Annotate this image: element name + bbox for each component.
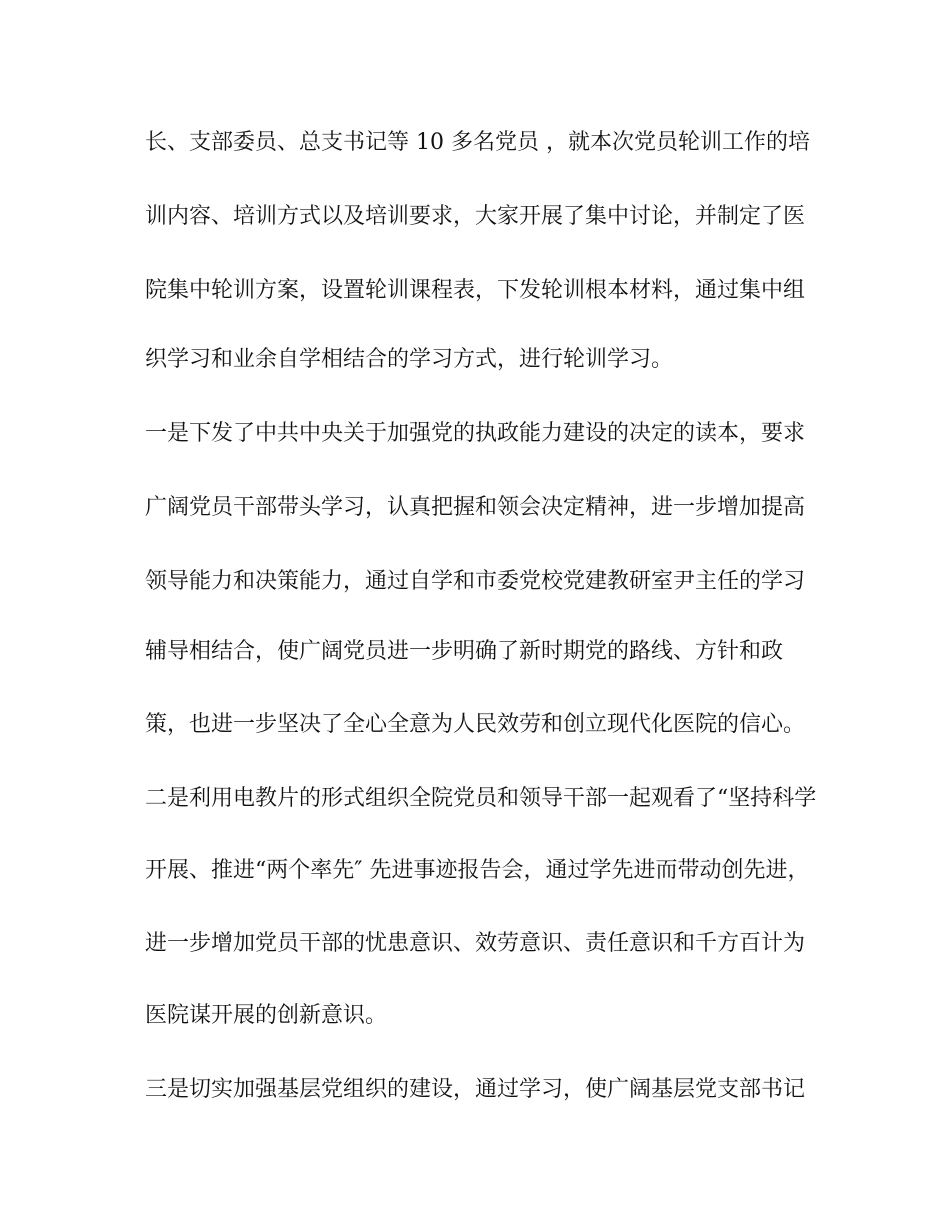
- text-line: 策，也进一步坚决了全心全意为人民效劳和创立现代化医院的信心。: [145, 712, 806, 737]
- text-line: 一是下发了中共中央关于加强党的执政能力建设的决定的读本，要求: [145, 421, 806, 446]
- text-line: 辅导相结合，使广阔党员进一步明确了新时期党的路线、方针和政: [145, 639, 784, 664]
- text-line: 训内容、培训方式以及培训要求，大家开展了集中讨论，并制定了医: [145, 204, 806, 229]
- text-line: 三是切实加强基层党组织的建设，通过学习，使广阔基层党支部书记: [145, 1077, 806, 1102]
- text-line: 领导能力和决策能力，通过自学和市委党校党建教研室尹主任的学习: [145, 569, 806, 594]
- text-line: 开展、推进“两个率先″ 先进事迹报告会，通过学先进而带动创先进，: [145, 858, 810, 883]
- text-line: 院集中轮训方案，设置轮训课程表，下发轮训根本材料，通过集中组: [145, 278, 806, 303]
- text-line: 医院谋开展的创新意识。: [145, 1003, 388, 1028]
- text-line: 长、支部委员、总支书记等 10 多名党员 ，就本次党员轮训工作的培: [145, 130, 810, 155]
- text-line: 二是利用电教片的形式组织全院党员和领导干部一起观看了“坚持科学: [145, 786, 817, 811]
- text-line: 进一步增加党员干部的忧患意识、效劳意识、责任意识和千方百计为: [145, 931, 806, 956]
- text-line: 广阔党员干部带头学习，认真把握和领会决定精神，进一步增加提高: [145, 495, 806, 520]
- text-line: 织学习和业余自学相结合的学习方式，进行轮训学习。: [145, 347, 674, 372]
